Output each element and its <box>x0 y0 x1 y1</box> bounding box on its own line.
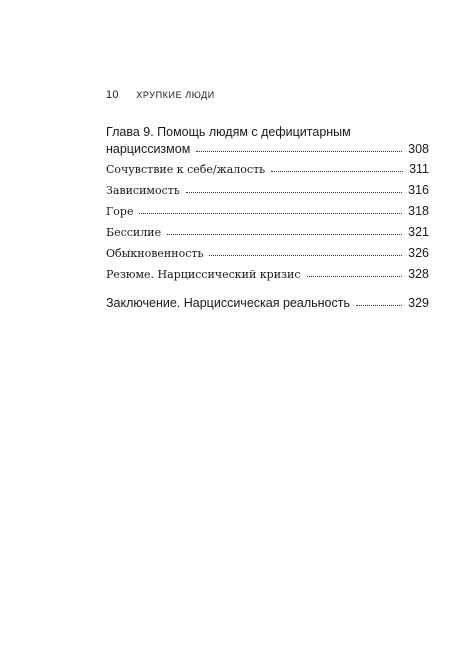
page-number: 10 <box>106 89 119 101</box>
chapter-page-number: 308 <box>408 142 429 156</box>
toc-section-item[interactable] <box>106 182 429 197</box>
conclusion-title: Заключение. Нарциссическая реальность <box>106 296 350 310</box>
dot-leader <box>356 305 402 306</box>
dot-leader <box>186 192 402 193</box>
section-title: Обыкновенность <box>106 247 204 260</box>
dot-leader <box>196 151 402 152</box>
section-page-number: 318 <box>408 204 429 218</box>
section-page-number: 316 <box>408 183 429 197</box>
section-title: Сочувствие к себе/жалость <box>106 163 266 176</box>
toc-section-item[interactable] <box>106 203 429 218</box>
chapter-title-line2: нарциссизмом <box>106 142 191 156</box>
conclusion-page-number: 329 <box>408 296 429 310</box>
section-title: Бессилие <box>106 226 162 239</box>
toc-conclusion-entry[interactable] <box>106 294 429 310</box>
table-of-contents <box>106 125 429 310</box>
toc-section-item[interactable] <box>106 245 429 260</box>
section-title: Зависимость <box>106 184 180 197</box>
dot-leader <box>307 276 403 277</box>
dot-leader <box>209 255 402 256</box>
section-page-number: 311 <box>409 162 429 176</box>
section-title: Горе <box>106 205 134 218</box>
running-header <box>106 89 215 101</box>
section-page-number: 326 <box>408 246 429 260</box>
toc-chapter-entry[interactable] <box>106 125 429 156</box>
dot-leader <box>271 171 403 172</box>
section-page-number: 321 <box>408 225 429 239</box>
toc-section-item[interactable] <box>106 161 429 176</box>
running-title: ХРУПКИЕ ЛЮДИ <box>136 90 215 100</box>
toc-section-item[interactable] <box>106 266 429 281</box>
chapter-title-line1: Глава 9. Помощь людям с дефицитарным <box>106 125 351 139</box>
toc-section-item[interactable] <box>106 224 429 239</box>
section-page-number: 328 <box>408 267 429 281</box>
dot-leader <box>167 234 402 235</box>
chapter-title-line2-row <box>106 140 429 156</box>
dot-leader <box>139 213 402 214</box>
section-title: Резюме. Нарциссический кризис <box>106 268 301 281</box>
